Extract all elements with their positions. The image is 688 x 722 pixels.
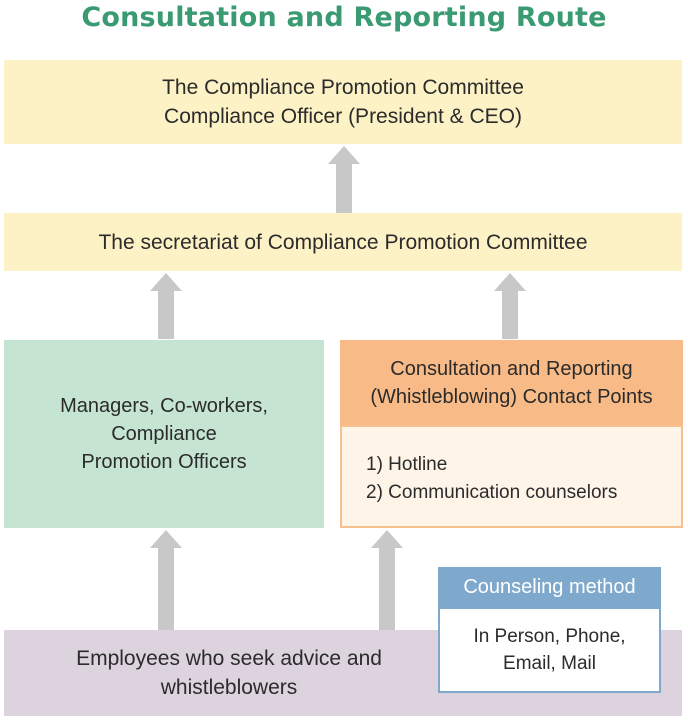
employees-line-2: whistleblowers — [160, 676, 298, 699]
employees-text — [4, 630, 454, 716]
arrow-up-icon — [370, 530, 404, 630]
counseling-method-line-2: Email, Mail — [503, 653, 596, 674]
diagram-title: Consultation and Reporting Route — [81, 2, 607, 33]
arrow-up-icon — [327, 146, 361, 214]
managers-line-3: Promotion Officers — [81, 451, 247, 473]
contact-points-list — [366, 451, 681, 507]
list-item-hotline: 1) Hotline — [366, 454, 448, 475]
list-item-counselors: 2) Communication counselors — [366, 482, 618, 503]
secretariat-box — [4, 213, 682, 271]
managers-box — [4, 340, 324, 528]
counseling-method-line-1: In Person, Phone, — [473, 626, 626, 647]
arrow-up-icon — [493, 273, 527, 339]
counseling-method-title: Counseling method — [463, 576, 636, 598]
contact-points-body — [340, 425, 683, 528]
arrow-up-icon — [149, 273, 183, 339]
committee-box — [4, 60, 682, 144]
employees-line-1: Employees who seek advice and — [76, 647, 382, 670]
managers-line-2: Compliance — [111, 423, 217, 445]
secretariat-label: The secretariat of Compliance Promotion Committee — [98, 230, 588, 254]
contact-points-header — [340, 340, 683, 426]
counseling-method-body — [438, 607, 661, 693]
contact-points-header-line-1: Consultation and Reporting — [390, 358, 633, 380]
arrow-up-icon — [149, 530, 183, 630]
counseling-method-header — [438, 567, 661, 608]
committee-line-2: Compliance Officer (President & CEO) — [164, 105, 522, 128]
contact-points-header-line-2: (Whistleblowing) Contact Points — [370, 386, 653, 408]
committee-line-1: The Compliance Promotion Committee — [162, 76, 524, 99]
managers-line-1: Managers, Co-workers, — [60, 395, 268, 417]
